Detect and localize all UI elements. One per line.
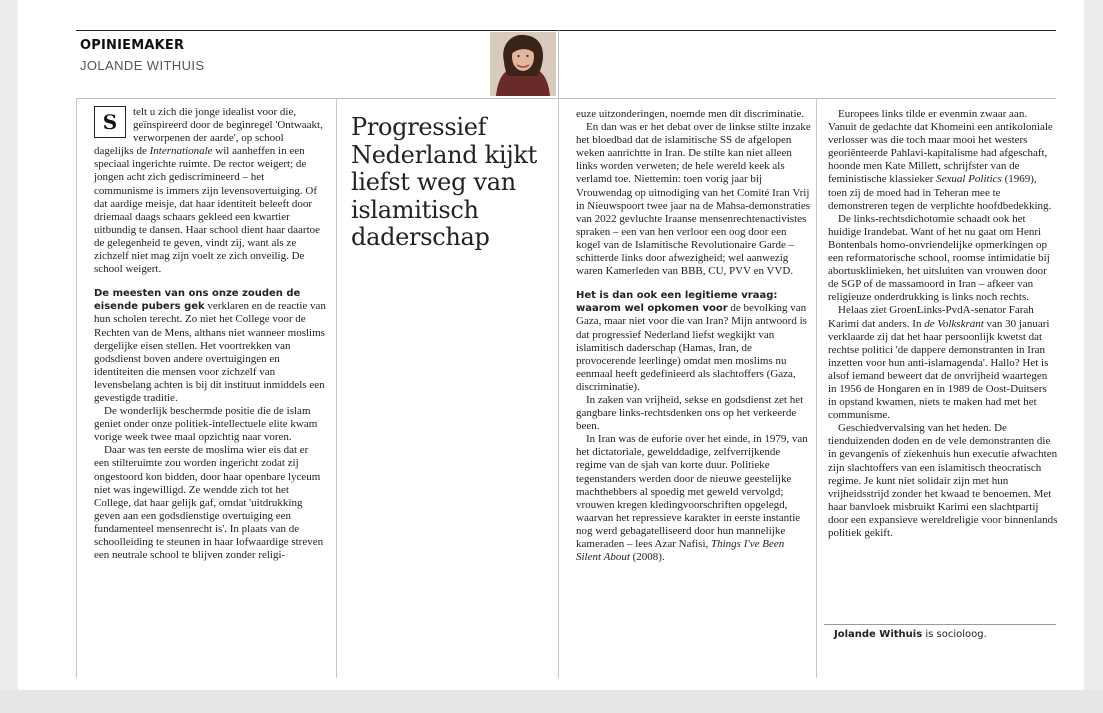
- author-portrait: [490, 32, 556, 96]
- text-italic: Sexual Politics: [936, 173, 1002, 186]
- paragraph: [828, 304, 1058, 422]
- text-column-4: [828, 108, 1058, 540]
- text-column-3: [576, 108, 812, 564]
- text-italic: Things I've Been Silent About: [576, 538, 785, 564]
- header-author: JOLANDE WITHUIS: [80, 58, 205, 73]
- column-divider: [816, 98, 817, 678]
- paragraph: Geschiedvervalsing van het heden. De tienduizenden doden en de vele demonstranten die in gevangenis of ziekenhuis hun executie afwachten zijn slachtoffers van een islamitisch theocratisch regime. Je kunt niet solidair zijn met hun vrijheidsstrijd zonder het kwaad te benoemen. Met haar banvloek misbruikt Karimi een slachtpartij door een expansieve wereldreligie voor binnenlands politiek gekift.: [828, 422, 1058, 539]
- paragraph: euze uitzonderingen, noemde men dit discriminatie.: [576, 108, 805, 120]
- column-divider: [558, 98, 559, 678]
- header-rule: [76, 98, 1056, 99]
- page-shadow: [0, 690, 1103, 713]
- paragraph: In zaken van vrijheid, sekse en godsdienst zet het gangbare links-rechtsdenken ons op het verkeerde been.: [576, 393, 804, 433]
- paragraph: [94, 106, 326, 276]
- headline: Progressief Nederland kijkt liefst weg van islamitisch daderschap: [351, 113, 538, 251]
- headline-column: [351, 114, 551, 252]
- paragraph: De wonderlijk beschermde positie die de islam geniet onder onze politiek-intellectuele elite kwam vorige week twee maal opzichtig naar voren.: [94, 405, 318, 444]
- paragraph-lead: [94, 287, 326, 405]
- author-byline: [834, 629, 1054, 640]
- byline-role: is socioloog.: [922, 629, 987, 640]
- lead-in: De meesten van ons onze zouden de eisende pubers gek: [94, 288, 301, 313]
- text-run: verklaren en de reactie van hun scholen terecht. Zo niet het College voor de Rechten van de Mens, althans niet wanneer moslims dergelijke eisen stellen. Het voortrekken van godsdienst boven andere overtuigingen en identiteiten die mensen voor zichzelf van levensbelang achten is bij dit instituut inmiddels een gevestigde traditie.: [94, 300, 326, 404]
- text-column-1: [94, 106, 326, 562]
- text-run: Europees links tilde er evenmin zwaar aan. Vanuit de gedachte dat Khomeini een antikoloniale verlosser was die toch maar mooi het westers georiënteerde Pahlavi-kapitalisme had afgeschaft, hoonde men Kate Millett, schrijfster van de feministische klassieker: [828, 108, 1053, 186]
- text-run: Helaas ziet GroenLinks-PvdA-senator Farah Karimi dat anders. In: [828, 304, 1034, 330]
- text-run: telt u zich die jonge idealist voor die, geïnspireerd door de beginregel 'Ontwaakt, verworpenen der aarde', op school dagelijks de: [94, 106, 323, 158]
- lead-in: Het is dan ook een legitieme vraag: waarom wel opkomen voor: [576, 290, 778, 315]
- text-italic: Internationale: [149, 145, 213, 158]
- column-header: [76, 30, 559, 98]
- byline-rule: [824, 624, 1056, 625]
- section-kicker: OPINIEMAKER: [80, 38, 185, 53]
- paragraph: [576, 433, 812, 564]
- text-run: In Iran was de euforie over het einde, in 1979, van het dictatoriale, gewelddadige, zelfverrijkende regime van de sjah van korte duur. Politieke tegenstanders werden door de nieuwe geestelijke machthebbers al spoedig met geweld vervolgd; vrouwen kregen kledingvoorschriften opgelegd, waarvan het repressieve karakter in eerste instantie nog werd gebagatelliseerd door hun mannelijke kameraden – lees Azar Nafisi,: [576, 433, 808, 550]
- text-run: (1969), toen zij de moed had in Teheran mee te demonstreren tegen de verplichte hoofdbedekking.: [828, 173, 1052, 212]
- text-run: wil aanheffen in een speciaal ingerichte ruimte. De rector weigert; de jongen acht zich gediscrimineerd – het communisme is immers zijn levensovertuiging. Of dat aardige meisje, dat haar identiteit beleeft door driemaal daags schaars gekleed een kwartier uitbundig te dansen. Haar school dient haar daartoe de gelegenheid te geven, vindt zij, want als ze zichzelf niet mag zijn voelt ze zich onveilig. De school weigert.: [94, 145, 321, 276]
- newspaper-page: [18, 0, 1084, 690]
- column-divider: [76, 98, 77, 678]
- byline-name: Jolande Withuis: [834, 629, 923, 640]
- paragraph: Daar was ten eerste de moslima wier eis dat er een stilteruimte zou worden ingericht zodat zij ongestoord kon bidden, door haar openbare lyceum niet was ingewilligd. Ze wendde zich tot het College, dat haar gelijk gaf, omdat 'uitdrukking geven aan een godsdienstige overtuiging een fundamenteel mensenrecht is'. In plaats van de schoolleiding te steunen in haar lofwaardige streven een neutrale school te blijven zonder religi-: [94, 444, 324, 562]
- text-run: de bevolking van Gaza, maar niet voor die van Iran? Mijn antwoord is dat progressief Nederland liefst wegkijkt van islamitisch daderschap (Hamas, Iran, de provocerende leerlinge) omdat men moslims nu eenmaal heeft gedefinieerd als slachtoffers (Gaza, discriminatie).: [576, 302, 807, 393]
- paragraph-lead: [576, 289, 812, 394]
- paragraph: [828, 108, 1058, 213]
- text-italic: de Volkskrant: [924, 317, 984, 330]
- drop-cap: S: [94, 106, 126, 138]
- article: [76, 30, 1084, 690]
- paragraph: De links-rechtsdichotomie schaadt ook het huidige Irandebat. Want of het nu gaat om Henri Bontenbals homo-onvriendelijke opmerkingen op een reformatorische school, roomse intimidatie bij abortusklinieken, het uitsluiten van vrouwen door de SGP of de massamoord in Iran – afkeer van religieuze onderdrukking is links noch rechts.: [828, 212, 1050, 304]
- paragraph: En dan was er het debat over de linkse stilte inzake het bloedbad dat de islamitische SS de afgelopen weken aanrichtte in Iran. De stilte kan niet alleen links worden verweten; de hele wereld keek als verlamd toe. Niettemin: toen vorig jaar bij Vrouwendag op uitnodiging van het Comité Iran Vrij in Nieuwspoort twee jaar na de Mahsa-demonstraties van 2022 gevluchte Iraanse mensenrechtenactivistes spraken – een van hen verloor een oog door een kogel van de Islamitische Revolutionaire Garde – schitterde links door afwezigheid; wel aanwezig waren Kamerleden van BBB, CU, PVV en VVD.: [576, 121, 811, 278]
- text-run: van 30 januari verklaarde zij dat het haar persoonlijk kwetst dat rechtse politici 'de dappere demonstranten in Iran inzetten voor hun anti-islamagenda'. Hallo? Het is alsof iemand beweert dat de onvrijheid waartegen in 1956 de Hongaren en in 1989 de Oost-Duitsers in opstand kwamen, niets te maken had met het communisme.: [828, 317, 1050, 422]
- column-divider: [336, 98, 337, 678]
- text-run: (2008).: [629, 551, 665, 564]
